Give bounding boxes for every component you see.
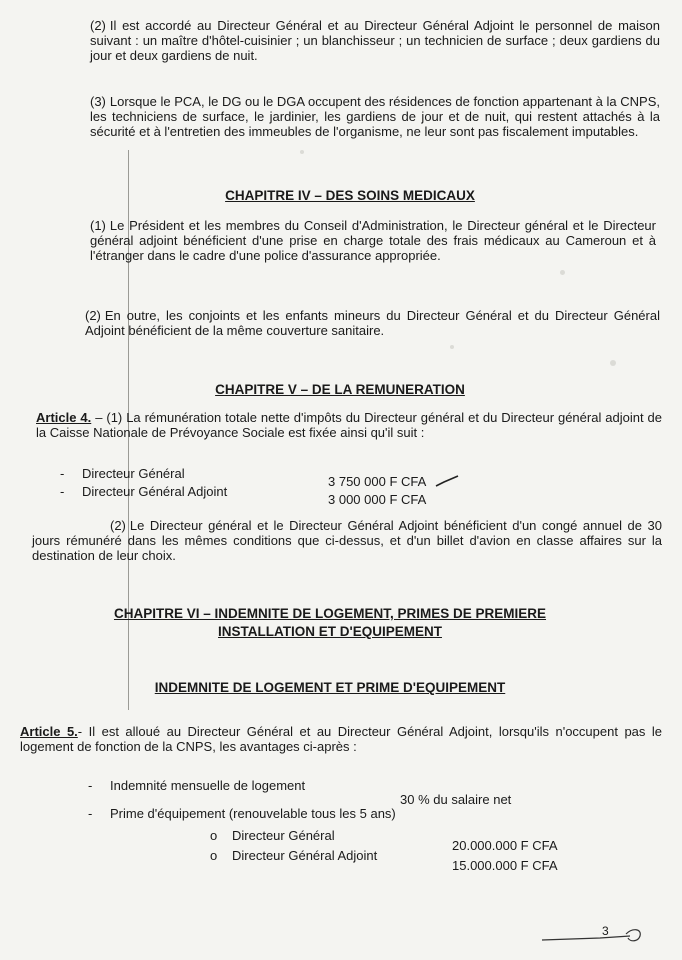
- remuneration-row-dga: - Directeur Général Adjoint: [60, 484, 228, 499]
- avantage-row-prime: - Prime d'équipement (renouvelable tous les 5 ans): [88, 806, 396, 821]
- prime-row-dg: o Directeur Général: [210, 828, 335, 843]
- scan-speck: [610, 360, 616, 366]
- heading-chapitre-vi-line-1: CHAPITRE VI – INDEMNITE DE LOGEMENT, PRIMES DE PREMIERE: [113, 606, 547, 621]
- paragraph-soins-2: (2) En outre, les conjoints et les enfants mineurs du Directeur Général et du Directeur Général Adjoint bénéficient de la même couverture sanitaire.: [85, 308, 660, 338]
- avantage-row-indemnite: - Indemnité mensuelle de logement: [88, 778, 306, 793]
- prime-row-dga: o Directeur Général Adjoint: [210, 848, 378, 863]
- paragraph-article-5: Article 5.- Il est alloué au Directeur Général et au Directeur Général Adjoint, lorsqu'ils n'occupent pas le logement de fonction de la CNPS, les avantages ci-après :: [20, 724, 663, 754]
- heading-indemnite-logement: INDEMNITE DE LOGEMENT ET PRIME D'EQUIPEMENT: [154, 680, 506, 695]
- paragraph-conge: (2) Le Directeur général et le Directeur Général Adjoint bénéficient d'un congé annuel de 30 jours rémunéré dans les mêmes conditions que ci-dessus, et d'un billet d'avion en classe affaires sur la destination de leur choix.: [32, 518, 662, 563]
- paragraph-article-4: Article 4. – (1) La rémunération totale nette d'impôts du Directeur général et du Directeur général adjoint de la Caisse Nationale de Prévoyance Sociale est fixée ainsi qu'il suit :: [36, 410, 662, 440]
- scan-speck: [300, 150, 304, 154]
- checkmark-icon: [434, 474, 460, 490]
- avantage-amount-indemnite: 30 % du salaire net: [400, 792, 512, 807]
- scan-speck: [450, 345, 454, 349]
- prime-amount-dg: 20.000.000 F CFA: [452, 838, 558, 853]
- heading-chapitre-v: CHAPITRE V – DE LA REMUNERATION: [215, 382, 465, 397]
- paragraph-personnel: (2) Il est accordé au Directeur Général et au Directeur Général Adjoint le personnel de maison suivant : un maître d'hôtel-cuisinier ; un blanchisseur ; un technicien de surface ; deux gardiens du jour et deux gardiens de nuit.: [90, 18, 660, 63]
- remuneration-amount-dga: 3 000 000 F CFA: [328, 492, 427, 507]
- page-number: 3: [602, 924, 609, 938]
- heading-chapitre-vi-line-2: INSTALLATION ET D'EQUIPEMENT: [218, 624, 442, 639]
- scan-speck: [560, 270, 565, 275]
- remuneration-row-dg: - Directeur Général: [60, 466, 185, 481]
- prime-amount-dga: 15.000.000 F CFA: [452, 858, 558, 873]
- article-4-label: Article 4.: [36, 410, 92, 425]
- signature-scribble-icon: [540, 924, 650, 950]
- remuneration-amount-dg: 3 750 000 F CFA: [328, 474, 427, 489]
- article-5-label: Article 5.: [20, 724, 78, 739]
- heading-chapitre-iv: CHAPITRE IV – DES SOINS MEDICAUX: [225, 188, 475, 203]
- paragraph-fiscal: (3) Lorsque le PCA, le DG ou le DGA occupent des résidences de fonction appartenant à la CNPS, les techniciens de surface, le jardinier, les gardiens de jour et de nuit, qui restent attachés à la sécurité et à l'entretien des immeubles de l'organisme, ne leur sont pas fiscalement imputables.: [90, 94, 660, 139]
- paragraph-soins-1: (1) Le Président et les membres du Conseil d'Administration, le Directeur général et le Directeur général adjoint bénéficient d'une prise en charge totale des frais médicaux au Cameroun et à l'étranger dans le cadre d'une police d'assurance appropriée.: [90, 218, 656, 263]
